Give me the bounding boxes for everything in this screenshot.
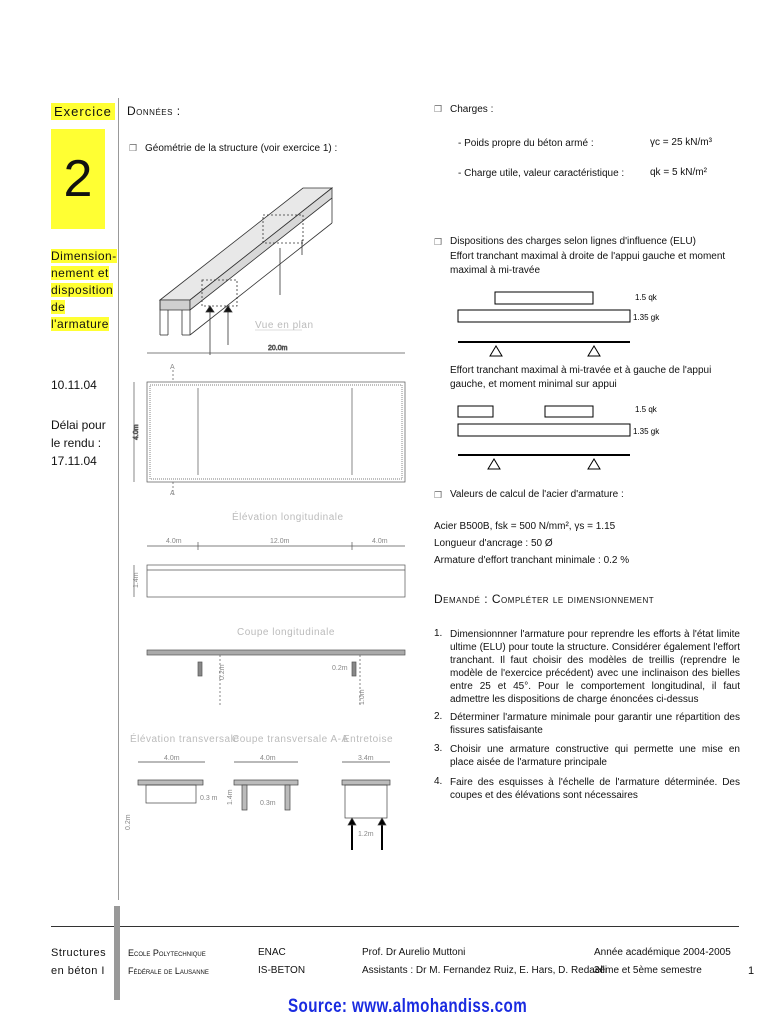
exercise-title-line: de (51, 300, 66, 314)
item-text: Choisir une armature constructive qui permette une mise en place aisée de l'armature principale (450, 744, 740, 768)
dim-length: 20.0m (268, 345, 288, 352)
valeurs-line2: Longueur d'ancrage : 50 Ø (434, 538, 553, 549)
dim-span-mid: 12.0m (270, 538, 290, 545)
source-link[interactable]: Source: www.almohandiss.com (288, 996, 528, 1017)
bullet-icon: ❒ (434, 104, 443, 114)
coupe-long-label: Coupe longitudinale (237, 627, 335, 638)
course-line: en béton I (51, 965, 105, 977)
sidebar-divider (118, 98, 119, 900)
g-label-2: 1.35 gk (633, 427, 660, 436)
staff (362, 944, 607, 980)
coupe-long-view (147, 650, 405, 705)
charges-heading: Charges : (450, 104, 494, 115)
q-label-2: 1.5 qk (635, 405, 657, 414)
dim-02b: 0.2m (125, 814, 132, 830)
item-number: 2. (434, 711, 443, 722)
dept-line: ENAC (258, 947, 286, 958)
elev-transv-label: Élévation transversale (130, 734, 240, 745)
due-date-line: le rendu : (51, 436, 102, 450)
poids-value: γc = 25 kN/m³ (650, 137, 712, 148)
dim-03a: 0.3 m (200, 795, 218, 802)
dim-34: 3.4m (358, 755, 374, 762)
structure-drawings (120, 160, 420, 860)
section-a-top: A (170, 364, 175, 371)
dim-02: 0.2m (332, 665, 348, 672)
entretoise-label: Entretoise (343, 734, 394, 745)
dim-14: 1.4m (227, 789, 234, 805)
page-number: 1 (748, 965, 755, 977)
footer-divider (51, 926, 739, 927)
item-number: 4. (434, 776, 443, 787)
elevation-long-label: Élévation longitudinale (232, 512, 344, 523)
exercise-date: 10.11.04 (51, 378, 97, 392)
elevation-view (134, 542, 405, 597)
staff-line: Prof. Dr Aurelio Muttoni (362, 947, 466, 958)
q-label-1: 1.5 qk (635, 293, 657, 302)
item-text: Déterminer l'armature minimale pour garantir une répartition des fissures satisfaisante (450, 712, 740, 736)
dim-12: 1.2m (358, 831, 374, 838)
case1-text: Effort tranchant maximal à droite de l'appui gauche et moment maximal à mi-travée (450, 251, 726, 276)
dim-height: 1.4m (133, 572, 140, 588)
g-label-1: 1.35 gk (633, 313, 660, 322)
course-line: Structures (51, 947, 107, 959)
valeurs-heading: Valeurs de calcul de l'acier d'armature : (450, 489, 624, 500)
dim-width: 4.0m (133, 424, 140, 440)
vue-en-plan-label: Vue en plan (255, 320, 314, 331)
due-date-line: Délai pour (51, 418, 106, 432)
geometry-text: Géométrie de la structure (voir exercice 1) : (145, 143, 338, 154)
item-number: 1. (434, 628, 443, 639)
dept-line: IS-BETON (258, 965, 306, 976)
dim-span-right: 4.0m (372, 538, 388, 545)
department (258, 944, 305, 980)
donnees-heading: Données : (127, 104, 181, 118)
dim-02-vert: 0.2m (219, 664, 226, 680)
item-text: Dimensionnner l'armature pour reprendre les efforts à l'état limite ultime (ELU) pour toute la structure. Considérer également l'effort tranchant. Il faut choisir des modèles de treillis (reprendre le modèle de l'exercice précédent) avec une inclinaison des bielles entre 25 et 45°. Pour le comportement longitudinal, il faut admettre les dispositions de charge énoncées ci-dessus (450, 629, 740, 705)
course-name (51, 944, 106, 980)
exercise-title-line: l'armature (51, 317, 109, 331)
coupe-transv-label: Coupe transversale A-A (232, 734, 349, 745)
exercise-title-line: disposition (51, 283, 114, 297)
bullet-icon: ❒ (129, 143, 138, 153)
valeurs-line3: Armature d'effort tranchant minimale : 0.2 % (434, 555, 630, 566)
school-line: Fédérale de Lausanne (128, 966, 209, 976)
load-diagram-2 (455, 400, 740, 475)
section-a-bottom: A (170, 490, 175, 497)
dim-03b: 0.3m (260, 800, 276, 807)
exercise-title-line: Dimension- (51, 249, 117, 263)
load-diagram-1 (455, 288, 740, 363)
case2-text: Effort tranchant maximal à mi-travée et à gauche de l'appui gauche, et moment minimal sur appui (450, 365, 712, 390)
valeurs-line1: Acier B500B, fsk = 500 N/mm², γs = 1.15 (434, 521, 616, 532)
demande-heading: Demandé : Compléter le dimensionnement (434, 592, 655, 606)
footer-bar (114, 906, 120, 1000)
utile-label: - Charge utile, valeur caractéristique : (458, 168, 625, 179)
utile-value: qk = 5 kN/m² (650, 167, 707, 178)
staff-line: Assistants : Dr M. Fernandez Ruiz, E. Hars, D. Redaelli (362, 965, 608, 976)
dim-40a: 4.0m (164, 755, 180, 762)
school-name (128, 944, 209, 980)
dispositions-heading: Dispositions des charges selon lignes d'influence (ELU) (450, 236, 696, 247)
exercise-title (51, 248, 117, 333)
due-date (51, 416, 111, 470)
year-line: Année académique 2004-2005 (594, 947, 731, 958)
academic-year (594, 944, 731, 980)
due-date-line: 17.11.04 (51, 454, 97, 468)
dim-10: 1.0m (359, 689, 366, 705)
item-number: 3. (434, 743, 443, 754)
school-line: Ecole Polytechnique (128, 948, 206, 958)
exercise-label: Exercice (51, 103, 115, 120)
item-text: Faire des esquisses à l'échelle de l'armature déterminée. Des coupes et des élévations sont nécessaires (450, 777, 740, 801)
poids-label: - Poids propre du béton armé : (458, 138, 594, 149)
exercise-number: 2 (51, 129, 105, 229)
exercise-title-line: nement et (51, 266, 109, 280)
dim-40b: 4.0m (260, 755, 276, 762)
dim-span-left: 4.0m (166, 538, 182, 545)
bullet-icon: ❒ (434, 237, 443, 247)
year-line: 3ème et 5ème semestre (594, 965, 702, 976)
bullet-icon: ❒ (434, 490, 443, 500)
